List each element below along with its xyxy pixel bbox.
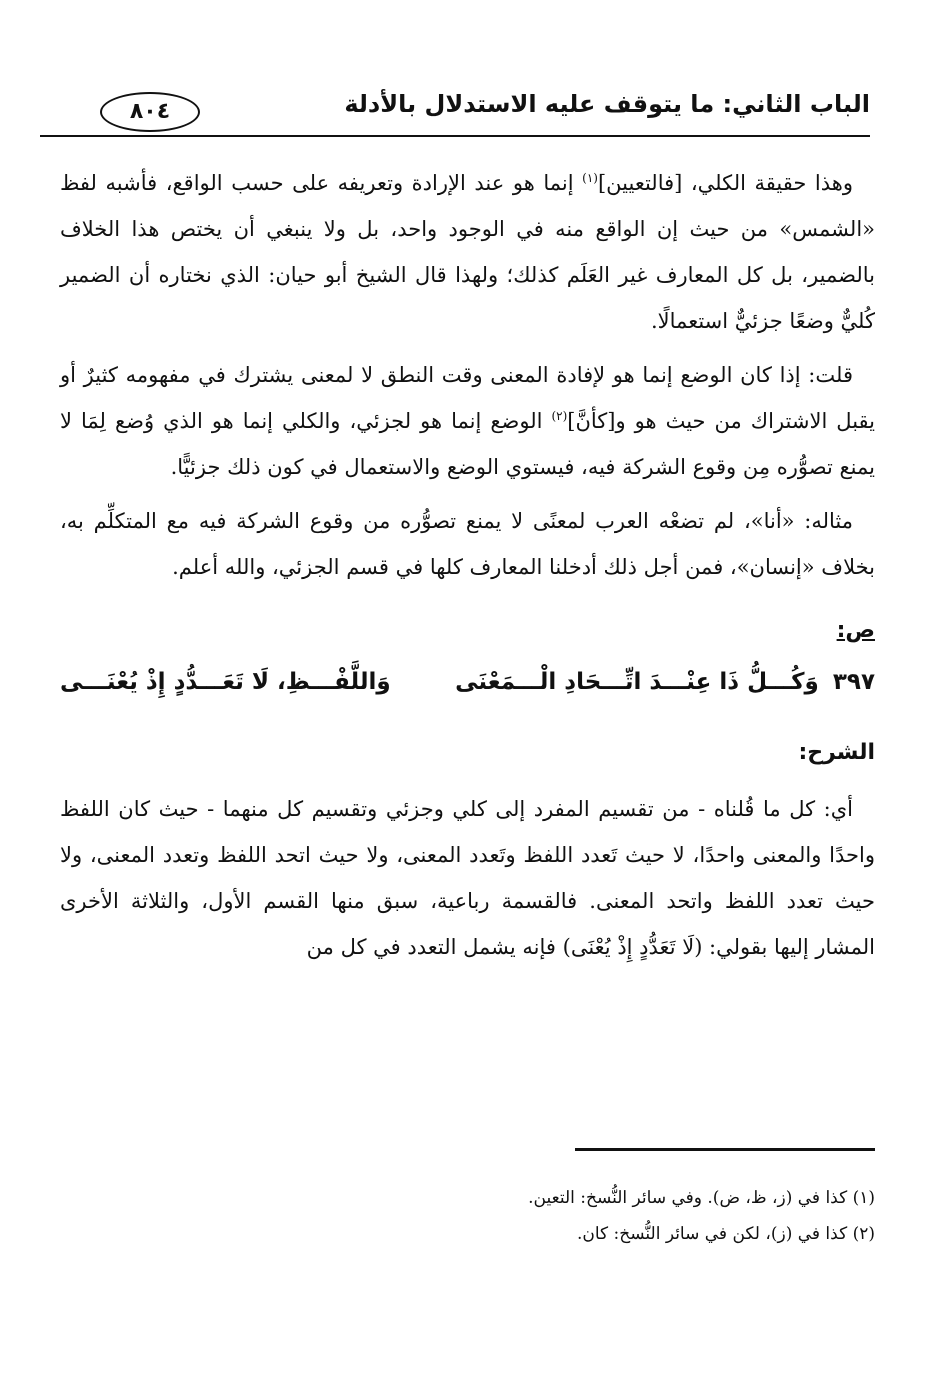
running-header <box>40 78 870 130</box>
paragraph-text: قلت: إذا كان الوضع إنما هو لإفادة المعنى وقت النطق لا لمعنى يشترك في مفهومه كثيرٌ أو يقبل الاشتراك من حيث هو و[كأنَّ] <box>60 363 876 433</box>
paragraph-3 <box>60 498 875 590</box>
verse-first-half <box>455 654 875 710</box>
main-text <box>60 160 875 978</box>
chapter-title: الباب الثاني: ما يتوقف عليه الاستدلال بالأدلة <box>344 90 870 118</box>
verse-hemistich-2: وَاللَّفْـــظِ، لَا تَعَـــدُّدٍ إِذْ يُعْنَـــى <box>60 669 391 695</box>
commentary-paragraph: أي: كل ما قُلناه - من تقسيم المفرد إلى كلي وجزئي وتقسيم كل منهما - حيث كان اللفظ واحدًا والمعنى واحدًا، لا حيث تَعدد اللفظ وتَعدد المعنى، ولا حيث اتحد اللفظ وتعدد المعنى، ولا حيث تعدد اللفظ واتحد المعنى. فالقسمة رباعية، سبق منها القسم الأول، والثلاثة الأخرى المشار إليها بقولي: (لَا تَعَدُّدٍ إِذْ يُعْنَى) فإنه يشمل التعدد في كل من <box>60 797 875 959</box>
commentary-label: الشرح: <box>798 740 875 765</box>
verse-hemistich-1: وَكُـــلُّ ذَا عِنْـــدَ اتِّـــحَادِ الْـــمَعْنَى <box>455 669 819 695</box>
paragraph-text: وهذا حقيقة الكلي، [فالتعيين] <box>597 171 853 195</box>
header-divider <box>40 135 870 137</box>
verse-label: ص: <box>836 618 875 643</box>
footnote-ref-1[interactable]: (١) <box>582 171 598 185</box>
footnote-ref-2[interactable]: (٢) <box>551 409 568 423</box>
verse-line <box>60 654 875 710</box>
paragraph-1 <box>60 160 875 344</box>
footnotes <box>60 1180 875 1252</box>
paragraph-text: إنما هو عند الإرادة وتعريفه على حسب الواقع، فأشبه لفظ «الشمس» من حيث إن الواقع منه في الوجود واحد، بل ولا ينبغي أن يختص هذا الخلاف بالضمير، بل كل المعارف غير العَلَم كذلك؛ ولهذا قال الشيخ أبو حيان: الذي نختاره أن الضمير كُليٌّ وضعًا جزئيٌّ استعمالًا. <box>60 171 875 333</box>
verse-number: ٣٩٧ <box>832 669 875 695</box>
page-number: ٨٠٤ <box>100 92 200 132</box>
paragraph-text: الوضع إنما هو لجزئي، والكلي إنما هو الذي وُضع لِمَا لا يمنع تصوُّره مِن وقوع الشركة فيه، فيستوي الوضع والاستعمال في كون ذلك جزئيًّا. <box>60 409 875 479</box>
paragraph-2 <box>60 352 875 490</box>
footnote-1: (١) كذا في (ز، ظ، ض). وفي سائر النُّسخ: التعين. <box>528 1188 875 1208</box>
footnote-divider <box>575 1148 875 1151</box>
paragraph-text: مثاله: «أنا»، لم تضعْه العرب لمعنًى لا يمنع تصوُّره من وقوع الشركة فيه مع المتكلِّم به، بخلاف «إنسان»، فمن أجل ذلك أدخلنا المعارف كلها في قسم الجزئي، والله أعلم. <box>60 509 875 579</box>
footnote-2: (٢) كذا في (ز)، لكن في سائر النُّسخ: كان. <box>576 1224 875 1244</box>
